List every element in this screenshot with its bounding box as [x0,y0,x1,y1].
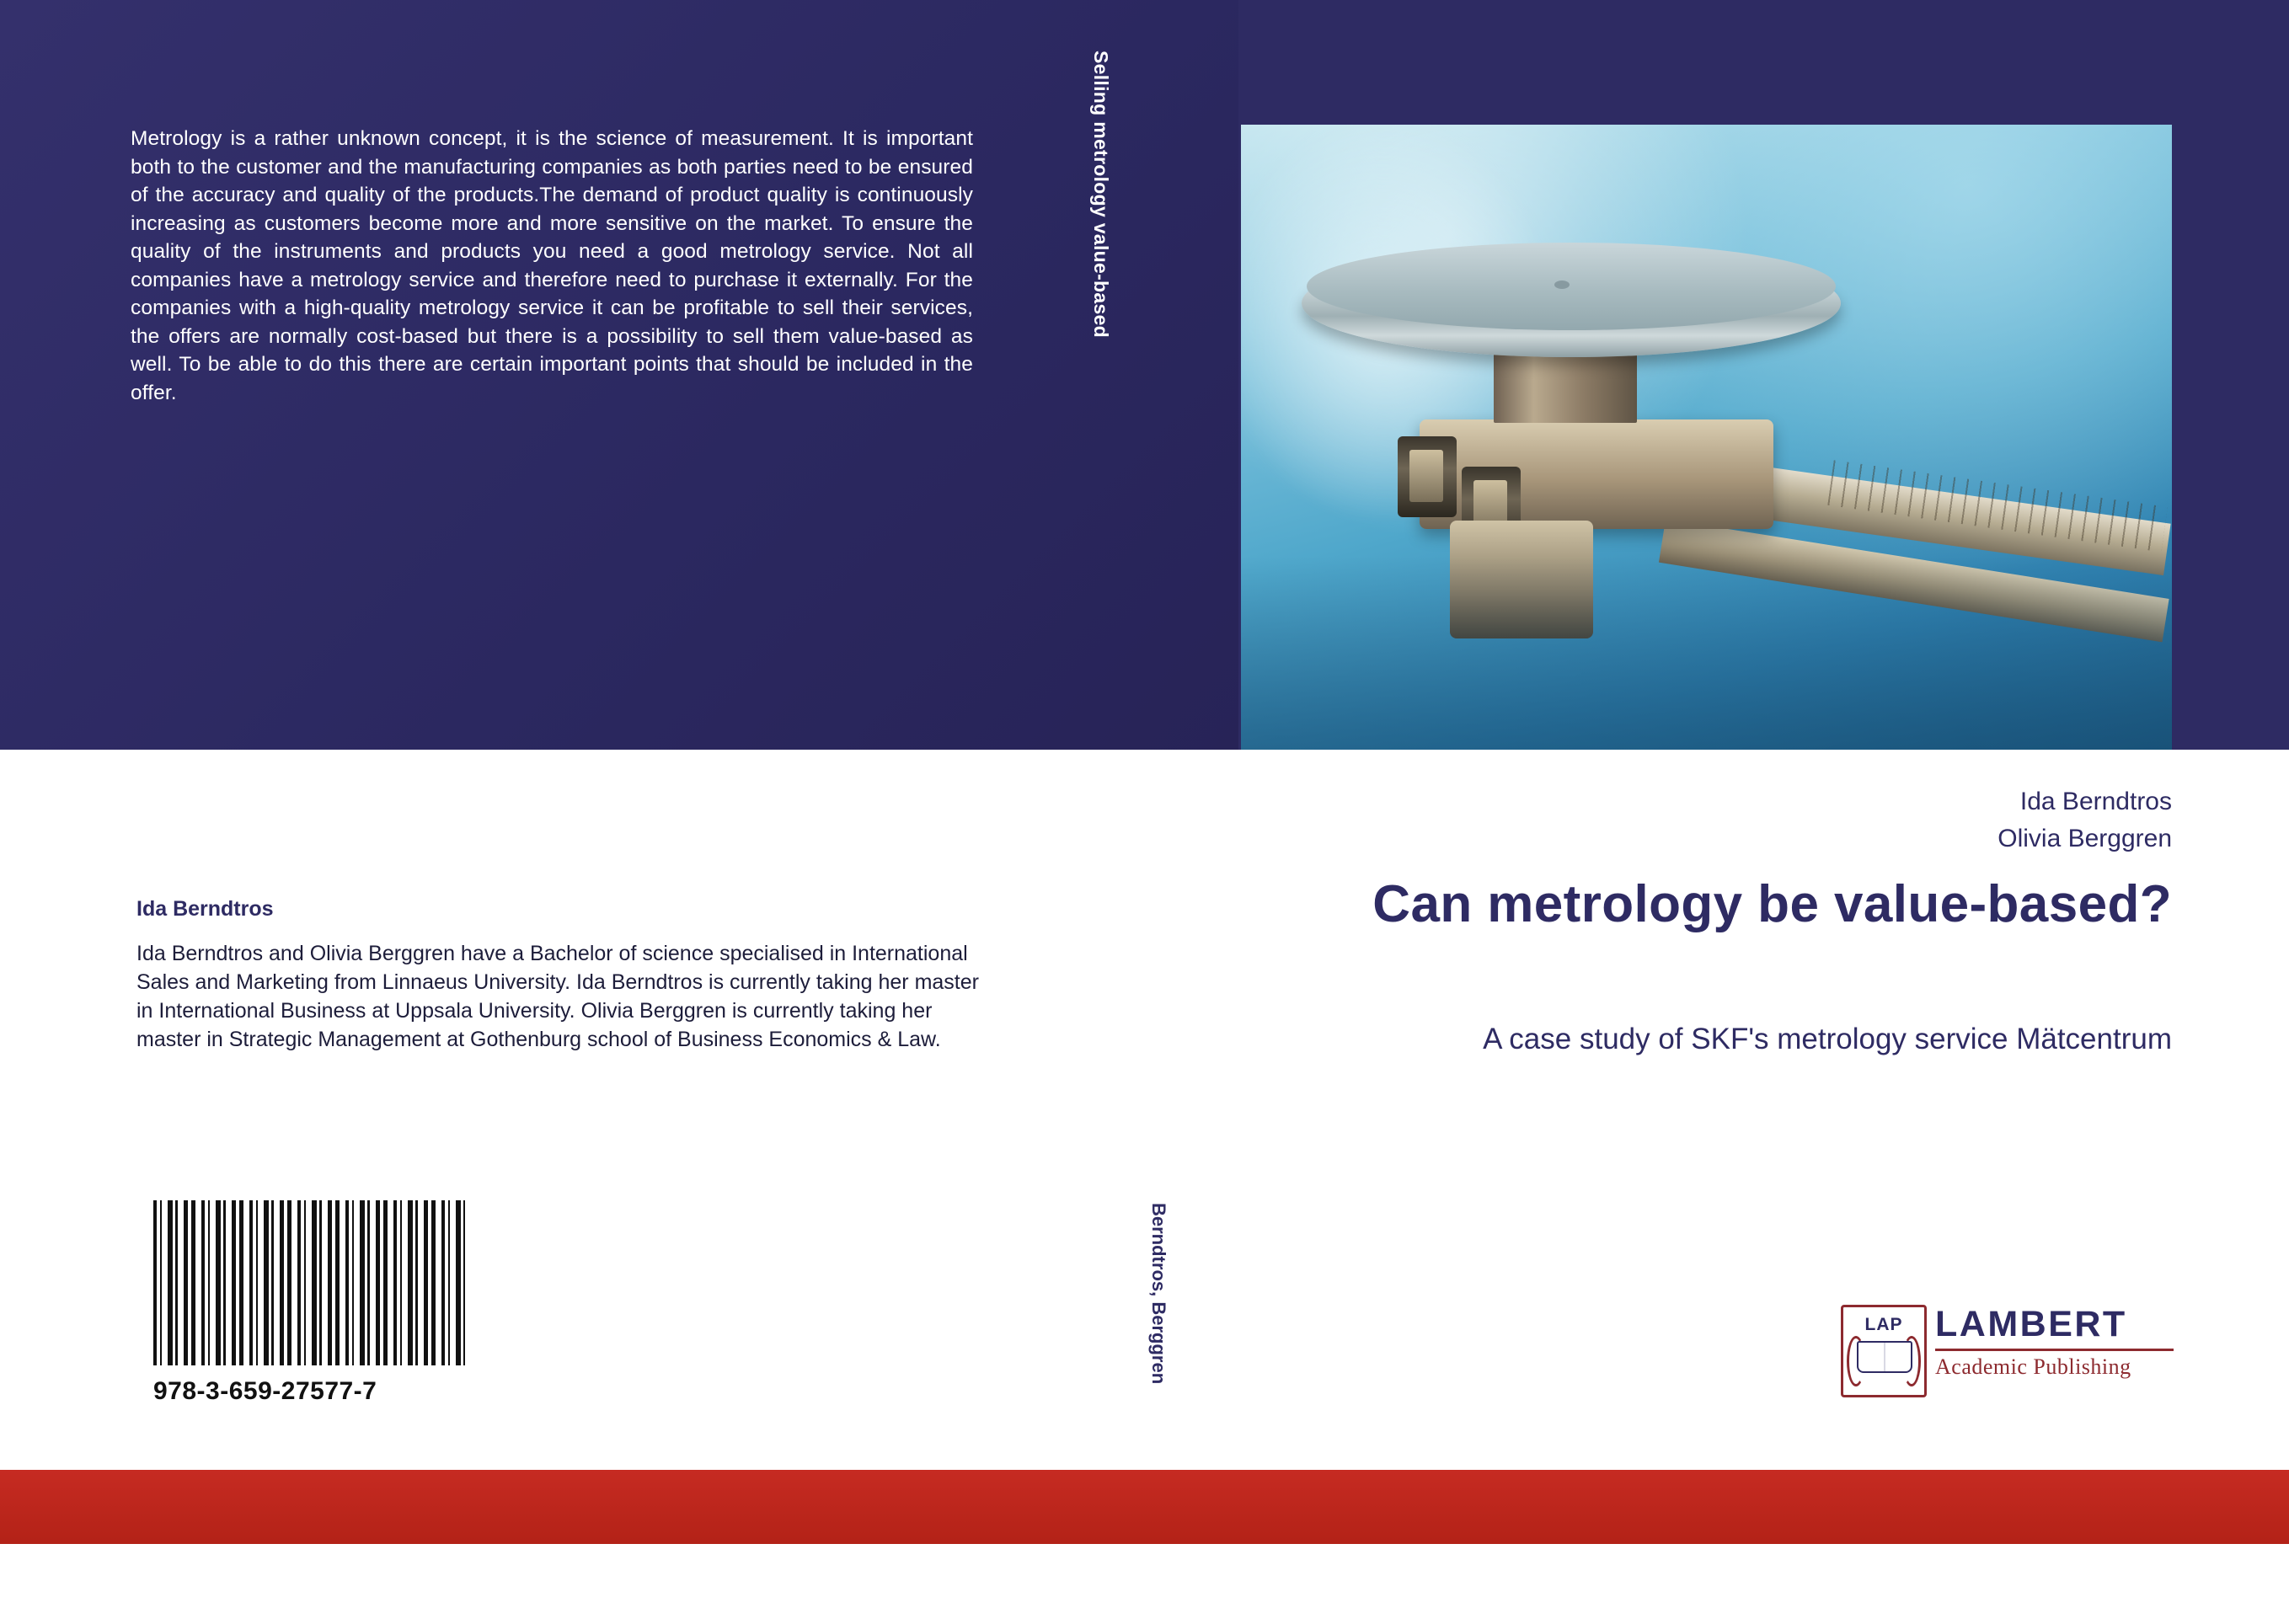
publisher-text [1935,1301,2174,1380]
spine-authors: Berndtros, Berggren [1148,1203,1169,1385]
lap-badge-icon [1841,1305,1927,1397]
back-cover-blurb: Metrology is a rather unknown concept, it is the science of measurement. It is important both to the customer and the manufacturing companies as both parties need to be ensured of the accuracy and quality of the products.The demand of product quality is continuously increasing as customers become more and more sensitive on the market. To ensure the quality of the instruments and products you need a good metrology service. Not all companies have a metrology service and therefore need to purchase it externally. For the companies with a high-quality metrology service it can be profitable to sell their services, the offers are normally cost-based but there is a possibility to sell them value-based as well. To be able to do this there are certain important points that should be included in the offer. [131,127,973,404]
publisher-divider [1935,1349,2174,1351]
balance-pan-center [1554,280,1570,289]
isbn-number: 978-3-659-27577-7 [153,1377,377,1405]
cover-bottom-band [0,1470,2289,1544]
spine-title: Selling metrology value-based [1090,51,1112,339]
publisher-tagline: Academic Publishing [1935,1354,2131,1379]
front-author-1: Ida Berndtros [2019,788,2172,815]
lap-badge-word: LAP [1864,1315,1903,1334]
front-cover-authors [1241,783,2172,857]
book-spine [1106,0,1241,1582]
barcode-bars [153,1200,465,1365]
front-cover-title: Can metrology be value-based? [1372,875,2172,933]
barcode [153,1200,465,1365]
author-bio-name: Ida Berndtros [136,897,274,921]
balance-knob-left-inner [1409,450,1443,502]
author-bio-text: Ida Berndtros and Olivia Berggren have a Bachelor of science specialised in International Sales and Marketing from Linnaeus University. Ida Berndtros is currently taking her master in International Business at Uppsala University. Olivia Berggren is currently taking her master in Strategic Management at Gothenburg school of Business Economics & Law. [136,942,979,1051]
publisher-logo [1841,1301,2174,1396]
publisher-name: LAMBERT [1935,1304,2127,1344]
photo-bottom-shade [1241,556,2172,750]
front-author-2: Olivia Berggren [1998,825,2172,852]
cover-photo [1241,125,2172,750]
balance-pan-surface [1307,243,1836,330]
front-cover-subtitle: A case study of SKF's metrology service Mätcentrum [1483,1023,2172,1055]
cover-bottom-margin [0,1544,2289,1582]
balance-knob-left [1398,436,1457,517]
open-book-icon [1857,1341,1912,1373]
